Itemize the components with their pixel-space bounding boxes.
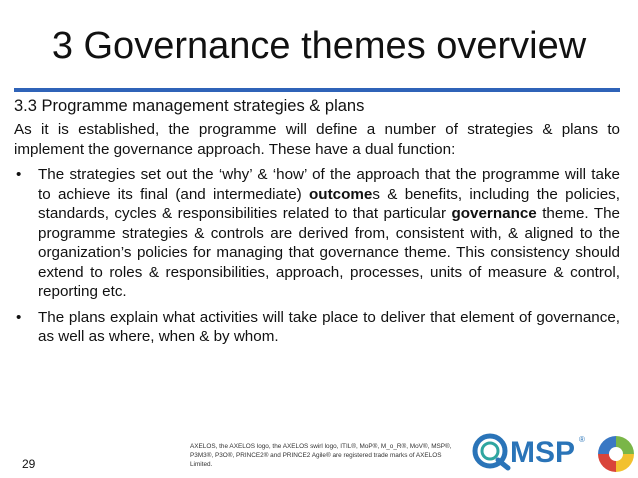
bullet-item-plans [14, 308, 620, 347]
bullet-marker: • [16, 308, 22, 326]
bullet1-bold-governance: governance [451, 205, 537, 222]
slide-body [14, 120, 620, 353]
bullet-item-strategies [14, 165, 620, 302]
page-number: 29 [22, 457, 36, 471]
section-heading: 3.3 Programme management strategies & plans [14, 97, 365, 115]
bullet1-part2: s & benefits, including the policies, standards, cycles & responsibilities related to that particular [38, 185, 620, 222]
bullet1-part1: The strategies set out the ‘why’ & ‘how’ of the approach that the programme will take to achieve its final (and intermediate) [38, 166, 620, 203]
bullet2-text: The plans explain what activities will take place to deliver that element of governance, as well as where, when & by whom. [38, 308, 620, 345]
bullet1-part3: theme. The programme strategies & controls are derived from, consistent with, & aligned to the organization’s policies for managing that governance theme. This consistency should extend to roles & responsibilities, approach, processes, units of measure & control, reporting etc. [38, 205, 621, 300]
intro-paragraph: As it is established, the programme will define a number of strategies & plans to implement the governance approach. These have a dual function: [14, 121, 620, 158]
msp-logo [468, 424, 638, 478]
swirl-logo-icon [475, 436, 508, 468]
bullet-list [14, 165, 620, 347]
title-underline [14, 88, 620, 92]
color-wheel-icon [598, 436, 634, 472]
slide-title: 3 Governance themes overview [51, 25, 587, 67]
bullet1-bold-outcome: outcome [309, 185, 373, 203]
trademark-notice: AXELOS, the AXELOS logo, the AXELOS swirl logo, ITIL®, MoP®, M_o_R®, MoV®, MSP®, P3M3®, P3O®, PRINCE2® and PRINCE2 Agile® are registered trade marks of AXELOS Limited. [190, 443, 452, 468]
bullet-marker: • [16, 166, 22, 183]
logo-text: MSP [510, 436, 576, 469]
registered-mark: ® [579, 435, 585, 444]
